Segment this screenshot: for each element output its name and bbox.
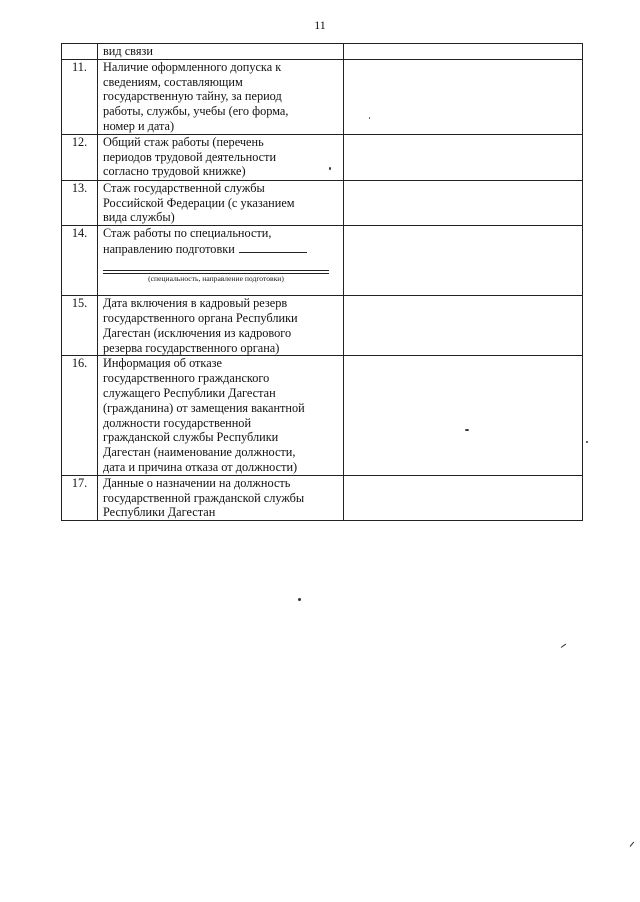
row-label-text: вид связи [103, 44, 153, 58]
row-value-cell [344, 180, 583, 225]
row-label [98, 134, 344, 180]
row-label [98, 475, 344, 520]
scan-speck [369, 117, 370, 119]
row-label [98, 180, 344, 225]
row-number: 12. [62, 134, 98, 180]
row-number: 16. [62, 356, 98, 475]
table-row [62, 356, 583, 475]
row-number: 14. [62, 226, 98, 296]
page-number: 11 [314, 18, 326, 32]
row-number: 15. [62, 296, 98, 356]
row-label-text: Стаж государственной службы Российской Федерации (с указанием вида службы) [103, 180, 295, 225]
scan-speck [465, 429, 469, 431]
table-row [62, 180, 583, 225]
row-value-cell [344, 59, 583, 134]
row-number: 17. [62, 475, 98, 520]
scan-mark [561, 644, 566, 648]
row-label-text: Общий стаж работы (перечень периодов трудовой деятельности согласно трудовой книжке) [103, 134, 277, 179]
row-label [98, 226, 344, 296]
row-label-text: Дата включения в кадровый резерв государственного органа Республики Дагестан (исключения из кадрового резерва государственного органа) [103, 296, 298, 355]
row-label-text: Наличие оформленного допуска к сведениям, составляющим государственную тайну, за период работы, службы, учебы (его форма, номер и дата) [103, 59, 289, 133]
fill-in-line [103, 257, 329, 271]
line-caption: (специальность, направление подготовки) [103, 273, 329, 284]
table-row [62, 134, 583, 180]
fill-in-line [239, 241, 307, 253]
table-row [62, 226, 583, 296]
table-row [62, 296, 583, 356]
table-row [62, 44, 583, 60]
row-value-cell [344, 44, 583, 60]
scan-speck [329, 167, 331, 170]
row-label-text: Данные о назначении на должность государственной гражданской службы Республики Дагестан [103, 475, 305, 520]
row-number [62, 44, 98, 60]
row-label-content: Стаж работы по специальности, направлению подготовки [103, 226, 272, 256]
table-row [62, 59, 583, 134]
row-label-text [103, 226, 340, 257]
scan-mark [630, 842, 635, 847]
row-value-cell [344, 226, 583, 296]
row-number: 13. [62, 180, 98, 225]
row-label-text: Информация об отказе государственного гражданского служащего Республики Дагестан (гражданина) от замещения вакантной должности государственной гражданской службы Республики Дагестан (наименование должности, дата и причина отказа от должности) [103, 356, 305, 474]
scan-speck [586, 441, 588, 443]
row-value-cell [344, 475, 583, 520]
scan-speck [298, 598, 301, 601]
row-label [98, 59, 344, 134]
row-number: 11. [62, 59, 98, 134]
row-value-cell [344, 134, 583, 180]
row-label [98, 296, 344, 356]
row-label [98, 356, 344, 475]
personal-data-table [61, 43, 583, 521]
row-value-cell [344, 296, 583, 356]
table-row [62, 475, 583, 520]
row-value-cell [344, 356, 583, 475]
row-label [98, 44, 344, 60]
